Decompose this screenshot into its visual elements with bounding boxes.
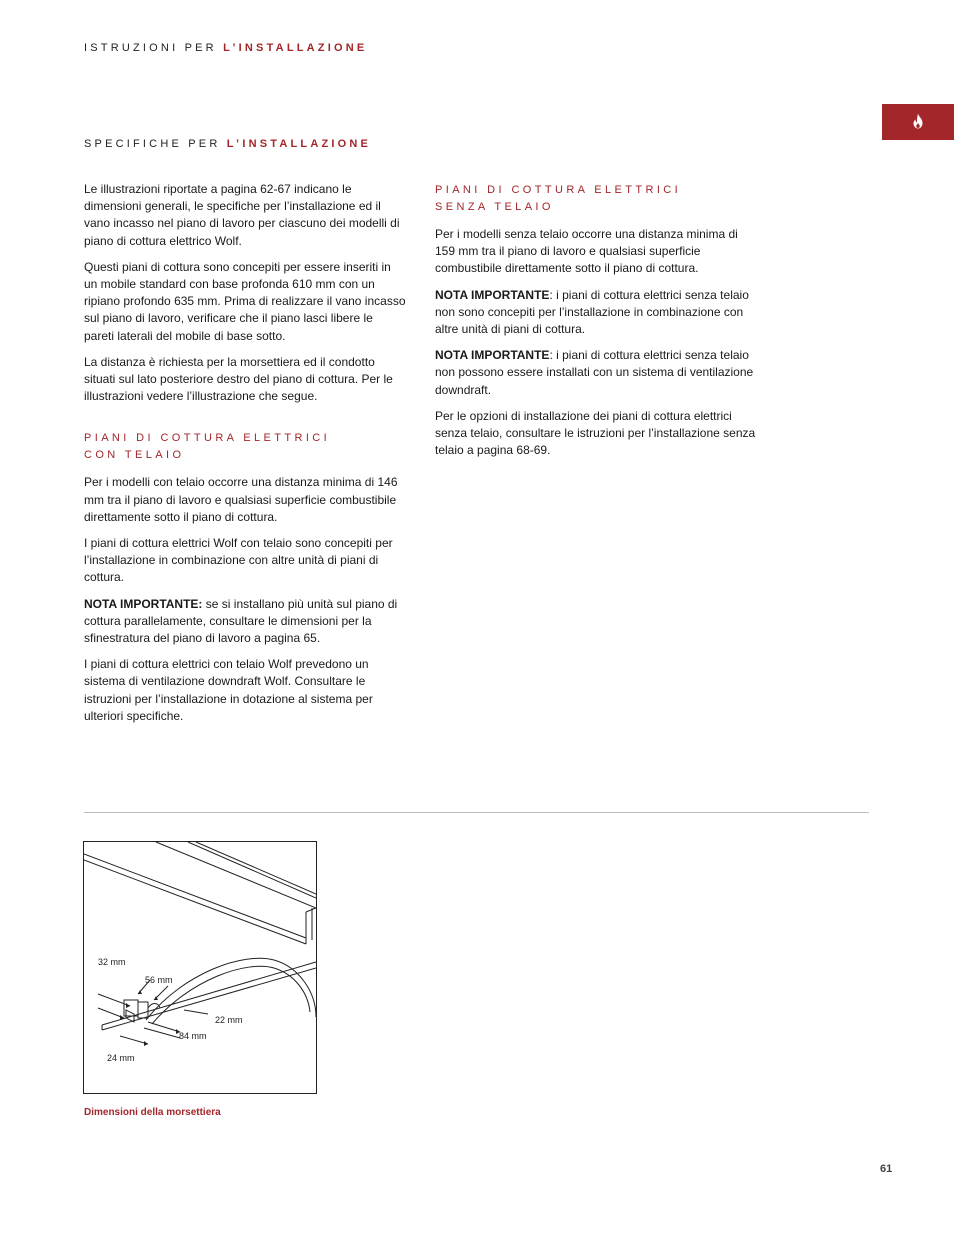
note-text: : i piani di cottura elettrici senza telaio non sono concepiti per l’installazione in combinazione con altre unità di piani di cottura.	[435, 287, 749, 337]
flame-icon	[912, 113, 924, 129]
paragraph: Per i modelli con telaio occorre una distanza minima di 146 mm tra il piano di lavoro e qualsiasi superficie combustibile direttamente sotto il piano di cottura.	[84, 475, 398, 524]
header-prefix: ISTRUZIONI PER	[84, 42, 224, 54]
subheading-line: PIANI DI COTTURA ELETTRICI	[84, 432, 331, 445]
section-title	[84, 138, 371, 150]
paragraph: I piani di cottura elettrici con telaio Wolf prevedono un sistema di ventilazione downdraft Wolf. Consultare le istruzioni per l’installazione in dotazione al sistema per ulteriori specifiche.	[84, 657, 373, 723]
right-column	[435, 182, 757, 468]
dimension-label: 24 mm	[107, 1053, 135, 1063]
left-column	[84, 181, 406, 734]
dimension-label: 56 mm	[145, 975, 173, 985]
terminal-block-figure	[83, 841, 317, 1094]
header-accent: L’INSTALLAZIONE	[223, 42, 368, 54]
note-label: NOTA IMPORTANTE:	[84, 596, 203, 611]
running-header	[84, 42, 367, 54]
note-paragraph	[84, 596, 406, 648]
paragraph: La distanza è richiesta per la morsettiera ed il condotto situati sul lato posteriore destro del piano di cottura. Per le illustrazioni vedere l’illustrazione che segue.	[84, 354, 393, 404]
paragraph: Le illustrazioni riportate a pagina 62-67 indicano le dimensioni generali, le specifiche per l’installazione ed il vano incasso nel piano di lavoro per ciascuno dei modelli di piano di cottura elettrico Wolf.	[84, 182, 400, 248]
note-paragraph	[435, 347, 757, 399]
subheading-line: SENZA TELAIO	[435, 201, 554, 213]
divider	[84, 812, 869, 813]
terminal-block-illustration	[84, 842, 316, 1093]
section-accent: L’INSTALLAZIONE	[226, 138, 372, 150]
subheading-senza-telaio	[435, 182, 757, 216]
note-text: : i piani di cottura elettrici senza telaio non possono essere installati con un sistema di ventilazione downdraft.	[435, 348, 754, 397]
figure-caption: Dimensioni della morsettiera	[84, 1107, 221, 1118]
subheading-line: CON TELAIO	[84, 449, 185, 462]
paragraph: I piani di cottura elettrici Wolf con telaio sono concepiti per l’installazione in combinazione con altre unità di piani di cottura.	[84, 536, 393, 585]
subheading-con-telaio	[84, 430, 406, 464]
note-label: NOTA IMPORTANTE	[435, 287, 550, 302]
paragraph: Questi piani di cottura sono concepiti per essere inseriti in un mobile standard con base profonda 610 mm con un ripiano profondo 635 mm. Prima di realizzare il vano incasso sul piano di lavoro, verificare che il piano lasci libere le pareti laterali del mobile di base sotto.	[84, 259, 406, 343]
paragraph: Per i modelli senza telaio occorre una distanza minima di 159 mm tra il piano di lavoro e qualsiasi superficie combustibile direttamente sotto il piano di cottura.	[435, 227, 738, 276]
section-prefix: SPECIFICHE PER	[84, 138, 227, 150]
subheading-line: PIANI DI COTTURA ELETTRICI	[435, 184, 682, 196]
note-label: NOTA IMPORTANTE	[435, 348, 550, 363]
dimension-label: 84 mm	[179, 1031, 207, 1041]
dimension-label: 22 mm	[215, 1015, 243, 1025]
section-tab	[882, 104, 954, 140]
page-number: 61	[880, 1163, 893, 1175]
note-paragraph	[435, 287, 757, 339]
note-text: se si installano più unità sul piano di cottura parallelamente, consultare le dimensioni per la sfinestratura del piano di lavoro a pagina 65.	[84, 596, 398, 646]
paragraph: Per le opzioni di installazione dei piani di cottura elettrici senza telaio, consultare le istruzioni per l’installazione senza telaio a pagina 68-69.	[435, 408, 756, 458]
dimension-label: 32 mm	[98, 957, 126, 967]
